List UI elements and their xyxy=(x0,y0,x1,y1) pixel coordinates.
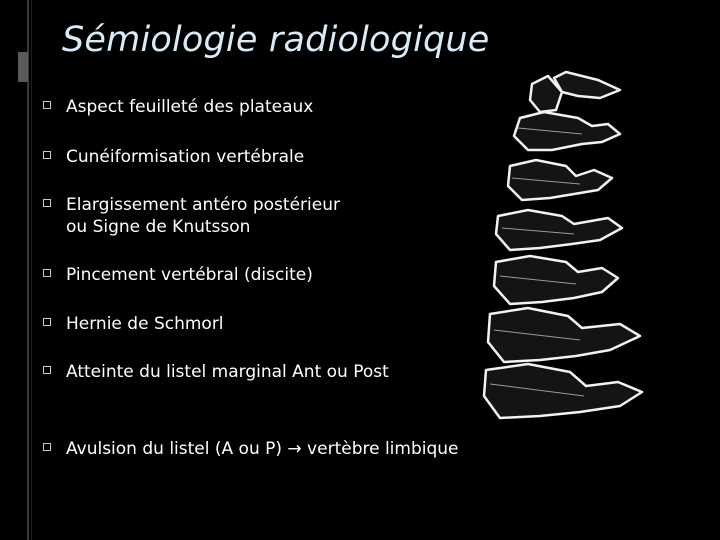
bullet-text: Elargissement antéro postérieur xyxy=(66,195,340,215)
bullet-text: Aspect feuilleté des plateaux xyxy=(66,97,314,117)
spine-radiograph-icon xyxy=(470,66,715,422)
square-bullet-icon xyxy=(43,318,51,326)
slide-title: Sémiologie radiologique xyxy=(62,20,490,60)
square-bullet-icon xyxy=(43,366,51,374)
bullet-text: Avulsion du listel (A ou P) → vertèbre limbique xyxy=(66,439,459,459)
bullet-text: Atteinte du listel marginal Ant ou Post xyxy=(66,362,389,382)
bullet-text-continuation: ou Signe de Knutsson xyxy=(66,217,251,237)
square-bullet-icon xyxy=(43,199,51,207)
bullet-text: Pincement vertébral (discite) xyxy=(66,265,313,285)
title-accent-block xyxy=(18,52,28,82)
bullet-text: Hernie de Schmorl xyxy=(66,314,224,334)
left-border-rule-inner xyxy=(31,0,32,540)
square-bullet-icon xyxy=(43,151,51,159)
square-bullet-icon xyxy=(43,443,51,451)
square-bullet-icon xyxy=(43,269,51,277)
square-bullet-icon xyxy=(43,101,51,109)
bullet-text: Cunéiformisation vertébrale xyxy=(66,147,305,167)
